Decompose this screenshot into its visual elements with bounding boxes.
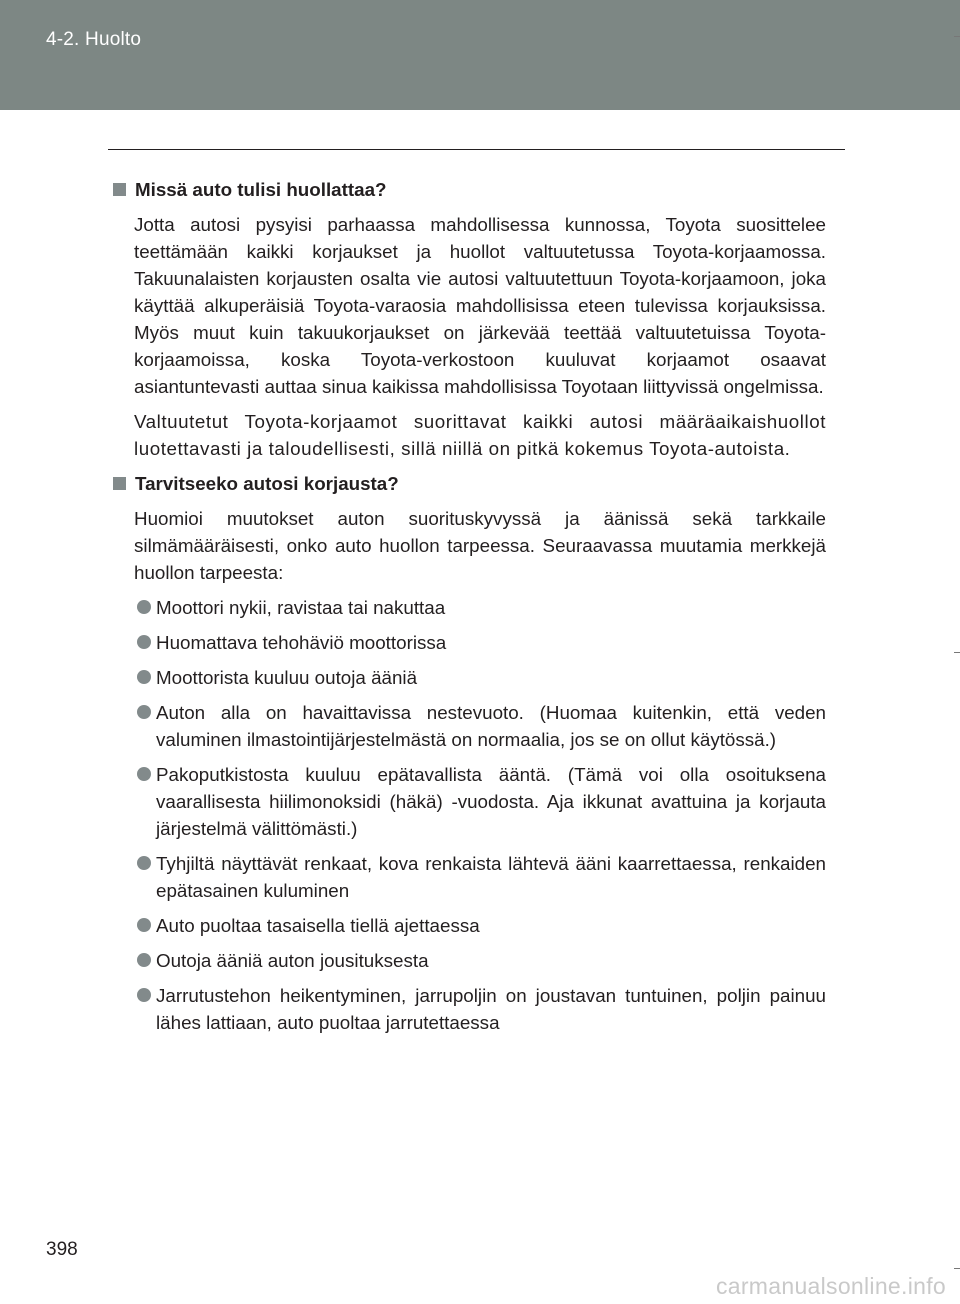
crop-mark [954,1268,960,1269]
circle-bullet-icon [137,856,151,870]
section-heading-text: Tarvitseeko autosi korjausta? [135,473,399,494]
list-item [113,761,826,842]
paragraph: Valtuutetut Toyota-korjaamot suorittavat kaikki autosi määräaikaishuollot luotettavasti ja taloudellisesti, sillä niillä on pitkä kokemus Toyota-autoista. [134,411,826,459]
list-item [113,947,826,974]
list-item-text: Pakoputkistosta kuuluu epätavallista ääntä. (Tämä voi olla osoituksena vaarallisesta hiilimonoksidi (häkä) -vuodosta. Aja ikkunat avattuina ja korjauta järjestelmä välittömästi.) [156,764,826,839]
circle-bullet-icon [137,918,151,932]
square-bullet-icon [113,477,126,490]
list-item-text: Auto puoltaa tasaisella tiellä ajettaessa [156,915,480,936]
square-bullet-icon [113,183,126,196]
circle-bullet-icon [137,670,151,684]
list-item-text: Moottorista kuuluu outoja ääniä [156,667,418,688]
list-item [113,629,826,656]
crop-mark [954,652,960,653]
section-heading [113,176,826,203]
list-item [113,699,826,753]
section-heading [113,470,826,497]
section-heading-text: Missä auto tulisi huollattaa? [135,179,387,200]
list-item-text: Moottori nykii, ravistaa tai nakuttaa [156,597,446,618]
list-item-text: Tyhjiltä näyttävät renkaat, kova renkaista lähtevä ääni kaarrettaessa, renkaiden epätasainen kuluminen [156,853,826,901]
section-divider [108,149,845,150]
list-item [113,850,826,904]
page-number: 398 [46,1239,78,1260]
list-item-text: Huomattava tehohäviö moottorissa [156,632,447,653]
list-item-text: Outoja ääniä auton jousituksesta [156,950,429,971]
circle-bullet-icon [137,705,151,719]
circle-bullet-icon [137,953,151,967]
crop-mark [954,36,960,37]
list-item [113,594,826,621]
paragraph: Huomioi muutokset auton suorituskyvyssä ja äänissä sekä tarkkaile silmämääräisesti, onko auto huollon tarpeessa. Seuraavassa muutamia merkkejä huollon tarpeesta: [134,508,826,583]
list-item-text: Auton alla on havaittavissa nestevuoto. (Huomaa kuitenkin, että veden valuminen ilmastointijärjestelmästä on normaalia, jos se on ollut käytössä.) [156,702,826,750]
circle-bullet-icon [137,767,151,781]
paragraph: Jotta autosi pysyisi parhaassa mahdollisessa kunnossa, Toyota suosittelee teettämään kaikki korjaukset ja huollot valtuutetussa Toyota-korjaamossa. Takuunalaisten korjausten osalta vie autosi valtuutettuun Toyota-korjaamoon, joka käyttää alkuperäisiä Toyota-varaosia mahdollisissa eteen tulevissa korjauksissa. Myös muut kuin takuukorjaukset on järkevää teettää valtuutetuissa Toyota-korjaamoissa, koska Toyota-verkostoon kuuluvat korjaamot osaavat asiantuntevasti auttaa sinua kaikissa mahdollisissa Toyotaan liittyvissä ongelmissa. [134,214,826,397]
list-item [113,664,826,691]
watermark: carmanualsonline.info [715,1273,946,1299]
list-item [113,982,826,1036]
circle-bullet-icon [137,988,151,1002]
chapter-title: 4-2. Huolto [46,29,142,50]
chapter-header-bar [0,0,960,110]
circle-bullet-icon [137,600,151,614]
circle-bullet-icon [137,635,151,649]
page-content [113,176,826,1044]
list-item-text: Jarrutustehon heikentyminen, jarrupoljin on joustavan tuntuinen, poljin painuu lähes lattiaan, auto puoltaa jarrutettaessa [156,985,826,1033]
list-item [113,912,826,939]
